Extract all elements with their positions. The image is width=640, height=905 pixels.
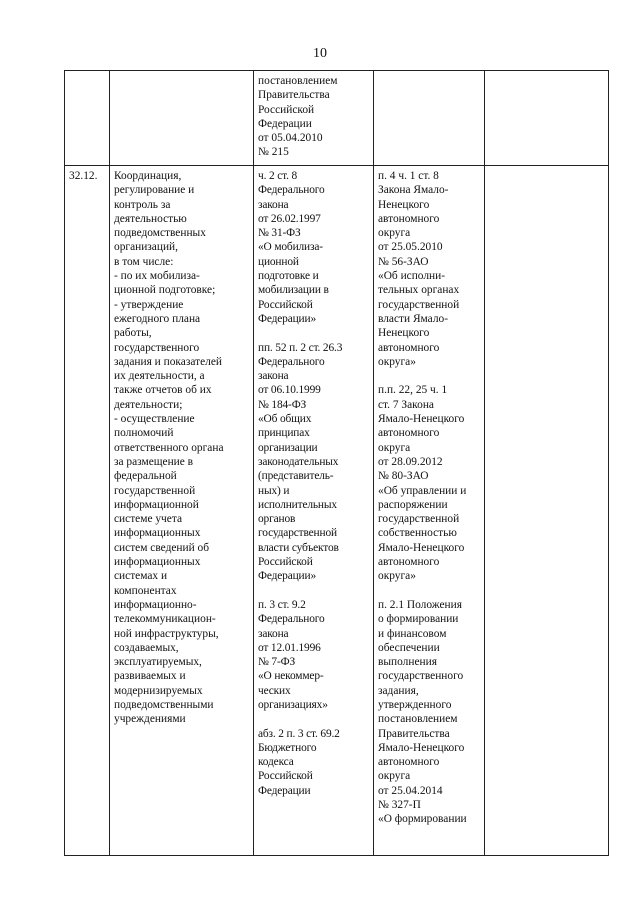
notes-cell [485, 166, 609, 856]
page-number: 10 [313, 46, 327, 61]
federal-basis-cell: ч. 2 ст. 8 Федерального закона от 26.02.1997 № 31-ФЗ «О мобилиза- ционной подготовке и мобилизации в Российской Федерации» пп. 52 п. 2 ст. 26.3 Федерального закона от 06.10.1999 № 184-ФЗ «Об общих принципах организации законодательных (представитель- ных) и исполнительных органов государственной власти субъектов Российской Федерации» п. 3 ст. 9.2 Федерального закона от 12.01.1996 № 7-ФЗ «О некоммер- ческих организациях» абз. 2 п. 3 ст. 69.2 Бюджетного кодекса Российской Федерации [254, 166, 374, 856]
regional-basis-cell: п. 4 ч. 1 ст. 8 Закона Ямало- Ненецкого автономного округа от 25.05.2010 № 56-ЗАО «Об исполни- тельных органах государственной власти Ямало- Ненецкого автономного округа» п.п. 22, 25 ч. 1 ст. 7 Закона Ямало-Ненецкого автономного округа от 28.09.2012 № 80-ЗАО «Об управлении и распоряжении государственной собственностью Ямало-Ненецкого автономного округа» п. 2.1 Положения о формировании и финансовом обеспечении выполнения государственного задания, утвержденного постановлением Правительства Ямало-Ненецкого автономного округа от 25.04.2014 № 327-П «О формировании [374, 166, 485, 856]
row-number-cell [65, 71, 110, 166]
authority-cell [110, 71, 254, 166]
row-number-cell: 32.12. [65, 166, 110, 856]
regional-basis-cell [374, 71, 485, 166]
federal-basis-cell: постановлением Правительства Российской Федерации от 05.04.2010 № 215 [254, 71, 374, 166]
authority-cell: Координация, регулирование и контроль за деятельностью подведомственных организаций, в том числе: - по их мобилиза- ционной подготовке; - утверждение ежегодного плана работы, государственного задания и показателей их деятельности, а также отчетов об их деятельности; - осуществление полномочий ответственного органа за размещение в федеральной государственной информационной системе учета информационных систем сведений об информационных системах и компонентах информационно- телекоммуникацион- ной инфраструктуры, создаваемых, эксплуатируемых, развиваемых и модернизируемых подведомственными учреждениями [110, 166, 254, 856]
document-table [64, 70, 609, 856]
notes-cell [485, 71, 609, 166]
table-row [65, 166, 609, 856]
table-row [65, 71, 609, 166]
